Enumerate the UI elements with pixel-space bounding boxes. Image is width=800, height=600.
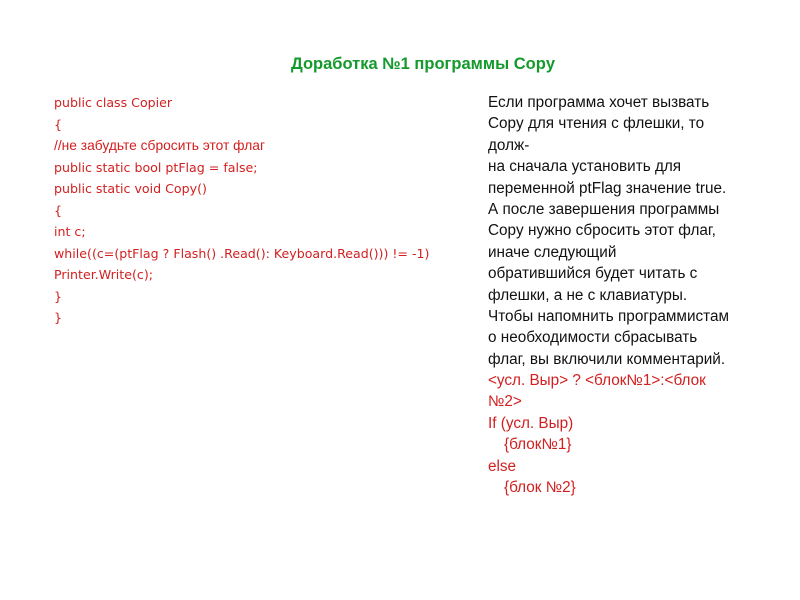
if-syntax-line: If (усл. Выр) xyxy=(488,414,574,432)
explanation-text xyxy=(488,92,793,498)
explanation-line: на сначала установить для xyxy=(488,158,682,176)
code-line: } xyxy=(54,310,63,325)
code-line: { xyxy=(54,116,63,132)
code-line: public class Copier xyxy=(54,95,173,110)
explanation-line: Если программа хочет вызвать xyxy=(488,94,710,111)
explanation-line: флаг, вы включили комментарий. xyxy=(488,350,726,368)
if-syntax-line: {блок№1} xyxy=(504,436,572,454)
explanation-line: Copy нужно сбросить этот флаг, xyxy=(488,222,716,240)
code-line: public static bool ptFlag = false; xyxy=(54,159,258,175)
explanation-line: обратившийся будет читать с xyxy=(488,265,698,283)
if-syntax-line: {блок №2} xyxy=(504,479,576,497)
code-line: while((c=(ptFlag ? Flash() .Read(): Keyboard.Read())) != -1) xyxy=(54,245,430,261)
if-syntax-line: else xyxy=(488,457,517,475)
explanation-line: переменной ptFlag значение true. xyxy=(488,179,727,197)
code-line: public static void Copy() xyxy=(54,181,207,196)
code-line: Printer.Write(c); xyxy=(54,267,153,282)
slide-title: Доработка №1 программы Copy xyxy=(291,55,555,73)
explanation-line: Чтобы напомнить программистам xyxy=(488,307,730,325)
code-listing xyxy=(54,92,479,329)
explanation-line: флешки, а не с клавиатуры. xyxy=(488,286,688,304)
code-line: } xyxy=(54,288,63,304)
code-line: { xyxy=(54,202,63,218)
explanation-line: долж- xyxy=(488,136,530,154)
explanation-line: о необходимости сбрасывать xyxy=(488,329,698,347)
code-line: int c; xyxy=(54,224,86,239)
explanation-line: иначе следующий xyxy=(488,243,617,261)
ternary-syntax-line: №2> xyxy=(488,393,522,411)
ternary-syntax-line: <усл. Выр> ? <блок№1>:<блок xyxy=(488,372,706,390)
explanation-line: А после завершения программы xyxy=(488,200,720,218)
code-comment-line: //не забудьте сбросить этот флаг xyxy=(54,138,265,153)
explanation-line: Copy для чтения с флешки, то xyxy=(488,115,705,133)
